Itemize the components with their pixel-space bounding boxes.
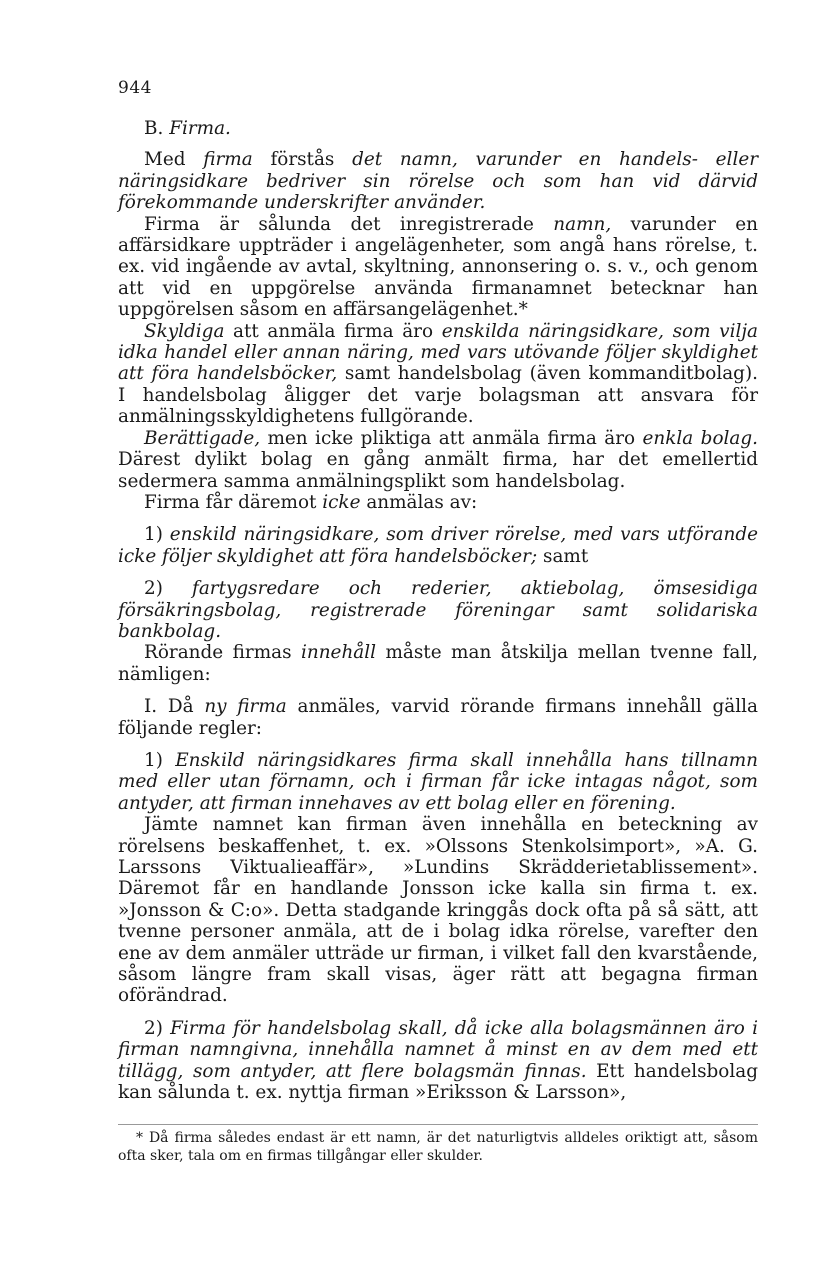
- text: samt handelsbolag (även kommanditbolag). I handelsbolag åligger det varje bolagsman att ansvara för anmälningsskyldighetens fullgörande.: [118, 363, 758, 428]
- text: måste man åtskilja mellan tvenne fall, nämligen:: [118, 642, 758, 685]
- paragraph: [118, 492, 758, 513]
- italic-text: firma: [203, 149, 253, 171]
- text: varunder en affärsidkare uppträder i angelägenheter, som angå hans rörelse, t. ex. vid ingående av avtal, skyltning, annonsering o. s. v., och genom att vid en uppgörelse använda firmanamnet betecknar han uppgörelsen såsom en affärsangelägenhet.*: [118, 213, 759, 321]
- text: samt: [537, 545, 589, 567]
- italic-text: enkla bolag.: [642, 427, 758, 449]
- text: 1): [144, 524, 170, 546]
- text: Ett handelsbolag kan sålunda t. ex. nyttja firman »Eriksson & Larsson»,: [118, 1060, 758, 1104]
- paragraph: [118, 214, 758, 321]
- italic-text: ny firma: [204, 696, 287, 718]
- page-body: [118, 118, 758, 1103]
- text: anmälas av:: [360, 491, 478, 513]
- italic-text: enskilda näringsidkare, som vilja idka handel eller annan näring, med vars utövande följer skyldighet att föra handelsböcker,: [118, 320, 758, 385]
- italic-text: Berättigade,: [144, 427, 261, 449]
- text: Firma får däremot: [144, 491, 323, 513]
- paragraph: [118, 696, 758, 739]
- text: 2): [144, 1017, 171, 1039]
- text: Rörande firmas: [144, 642, 301, 664]
- section-heading-prefix: B.: [144, 118, 170, 139]
- text: Därest dylikt bolag en gång anmält firma, har det emellertid sedermera samma anmälningsplikt som handelsbolag.: [118, 449, 758, 492]
- text: 1): [144, 749, 176, 771]
- text: men icke pliktiga att anmäla firma äro: [260, 427, 643, 449]
- text: förstås: [252, 149, 353, 171]
- text: anmäles, varvid rörande firmans innehåll gälla följande regler:: [118, 696, 758, 739]
- italic-text: icke: [322, 491, 361, 513]
- footnote-text: * Då firma således endast är ett namn, är det naturligtvis alldeles oriktigt att, såsom ofta sker, tala om en firmas tillgångar eller skulder.: [118, 1130, 758, 1164]
- italic-text: namn,: [553, 213, 612, 235]
- italic-text: Skyldiga: [144, 320, 225, 342]
- paragraphs: [118, 149, 758, 1103]
- italic-text: enskild näringsidkare, som driver rörelse, med vars utförande icke följer skyldighet att föra handelsböcker;: [118, 524, 758, 567]
- paragraph: [118, 321, 758, 428]
- italic-text: innehåll: [300, 642, 377, 664]
- section-heading-title: Firma.: [169, 118, 231, 139]
- paragraph: [118, 578, 758, 642]
- text: Med: [144, 149, 204, 171]
- paragraph: [118, 1018, 758, 1104]
- text: Firma är sålunda det inregistrerade: [144, 213, 554, 235]
- paragraph: [118, 750, 758, 814]
- text: 2): [144, 578, 193, 600]
- paragraph: [118, 428, 758, 492]
- section-heading: [118, 118, 758, 139]
- text: Jämte namnet kan firman även innehålla en beteckning av rörelsens beskaffenhet, t. ex. »Olssons Stenkolsimport», »A. G. Larssons Viktualieaffär», »Lundins Skrädderietablissement». Däremot får en handlande Jonsson icke kalla sin firma t. ex. »Jonsson & C:o». Detta stadgande kringgås dock ofta på så sätt, att tvenne personer anmäla, att de i bolag idka rörelse, varefter den ene av dem anmäler utträde ur firman, i vilket fall den kvarstående, såsom längre fram skall visas, äger rätt att begagna firman oförändrad.: [118, 814, 758, 1007]
- paragraph: [118, 642, 758, 685]
- page-number: 944: [118, 78, 152, 98]
- footnote: [118, 1124, 758, 1165]
- italic-text: fartygsredare och rederier, aktiebolag, ömsesidiga försäkringsbolag, registrerade föreningar samt solidariska bankbolag.: [118, 578, 758, 642]
- paragraph: [118, 149, 758, 213]
- paragraph: [118, 524, 758, 567]
- italic-text: Firma för handelsbolag skall, då icke alla bolagsmännen äro i firman namngivna, innehålla namnet å minst en av dem med ett tillägg, som antyder, att flere bolagsmän finnas.: [118, 1017, 758, 1082]
- italic-text: det namn, varunder en handels- eller näringsidkare bedriver sin rörelse och som han vid därvid förekommande underskrifter använder.: [118, 149, 758, 214]
- text: att anmäla firma äro: [224, 320, 442, 342]
- italic-text: Enskild näringsidkares firma skall innehålla hans tillnamn med eller utan förnamn, och i firman får icke intagas något, som antyder, att firman innehaves av ett bolag eller en förening.: [118, 749, 758, 814]
- paragraph: [118, 814, 758, 1007]
- text: I. Då: [144, 696, 205, 718]
